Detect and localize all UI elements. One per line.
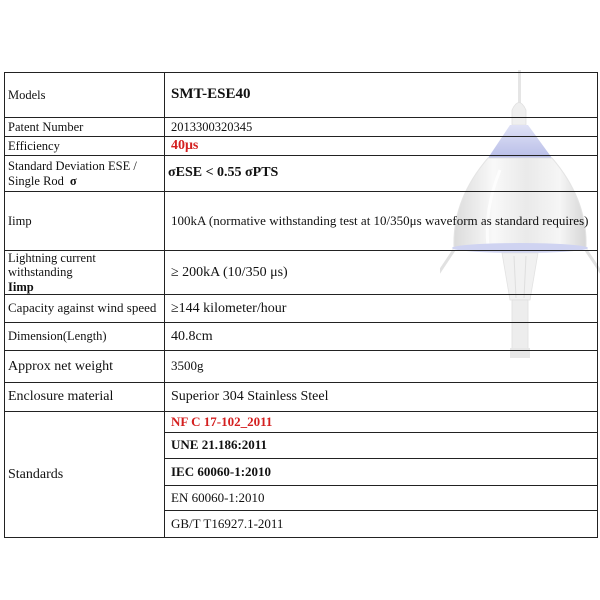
standard-item: UNE 21.186:2011 [165, 433, 598, 459]
dimension-value: 40.8cm [165, 323, 598, 351]
specification-table [4, 72, 598, 538]
sigma-symbol: σ [69, 173, 77, 188]
table-row-patent-number [5, 118, 598, 137]
table-row-models [5, 73, 598, 118]
label-line-1: Lightning current withstanding [8, 251, 96, 280]
wind-speed-value: ≥144 kilometer/hour [165, 295, 598, 323]
standard-item: NF C 17-102_2011 [165, 412, 598, 433]
standard-item: EN 60060-1:2010 [165, 486, 598, 511]
table-row-standard-1 [5, 412, 598, 433]
row-label: Models [5, 73, 165, 118]
label-line-2: Iimp [8, 279, 34, 294]
row-label: Efficiency [5, 137, 165, 156]
row-label: Dimension(Length) [5, 323, 165, 351]
row-label [5, 156, 165, 192]
table-row-wind-speed [5, 295, 598, 323]
efficiency-value: 40μs [165, 137, 598, 156]
row-label: Enclosure material [5, 383, 165, 412]
standard-deviation-value: σESE < 0.55 σPTS [165, 156, 598, 192]
row-label: Iimp [5, 192, 165, 251]
row-label [5, 251, 165, 295]
table-row-efficiency [5, 137, 598, 156]
row-label: Approx net weight [5, 351, 165, 383]
table-row-lightning-current [5, 251, 598, 295]
table-row-enclosure-material [5, 383, 598, 412]
standard-item: IEC 60060-1:2010 [165, 459, 598, 486]
table-row-standard-deviation [5, 156, 598, 192]
table-row-weight [5, 351, 598, 383]
patent-number-value: 2013300320345 [165, 118, 598, 137]
row-label: Patent Number [5, 118, 165, 137]
standards-label: Standards [5, 412, 165, 538]
lightning-current-value: ≥ 200kA (10/350 μs) [165, 251, 598, 295]
row-label: Capacity against wind speed [5, 295, 165, 323]
enclosure-material-value: Superior 304 Stainless Steel [165, 383, 598, 412]
iimp-value: 100kA (normative withstanding test at 10/350μs waveform as standard requires) [165, 192, 598, 251]
weight-value: 3500g [165, 351, 598, 383]
table-row-iimp [5, 192, 598, 251]
label-line-2: Single Rod [8, 173, 64, 188]
label-line-1: Standard Deviation ESE / [8, 159, 137, 174]
table-row-dimension [5, 323, 598, 351]
standard-item: GB/T T16927.1-2011 [165, 511, 598, 538]
model-value: SMT-ESE40 [165, 73, 598, 118]
